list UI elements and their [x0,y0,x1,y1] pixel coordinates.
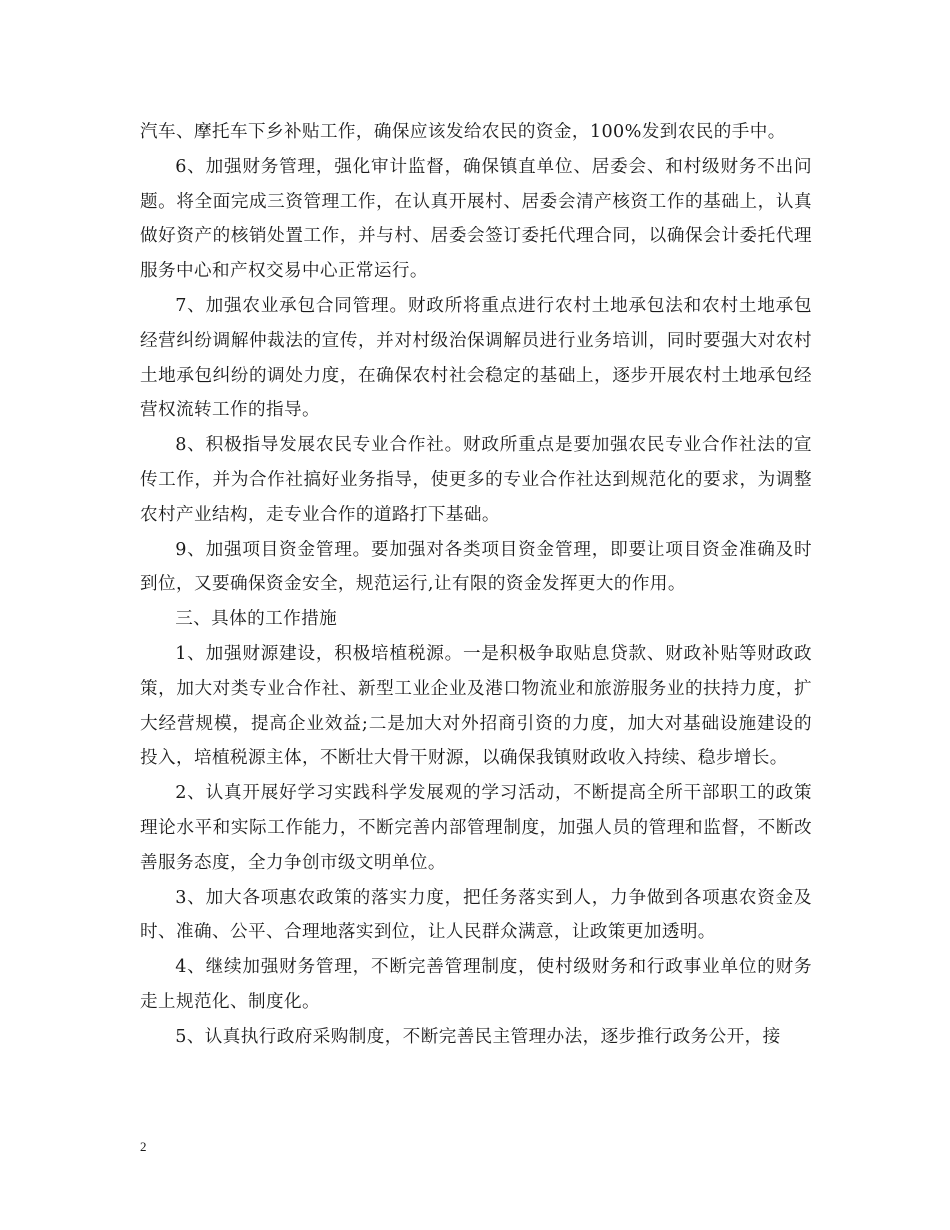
paragraph: 5、认真执行政府采购制度，不断完善民主管理办法，逐步推行政务公开，接 [175,1026,781,1047]
paragraph: 8、积极指导发展农民专业合作社。财政所重点是要加强农民专业合作社法的宣传工作，并为合作社搞好业务指导，使更多的专业合作社达到规范化的要求，为调整农村产业结构，走专业合作的道路打下基础。 [140,435,812,525]
paragraph: 9、加强项目资金管理。要加强对各类项目资金管理，即要让项目资金准确及时到位，又要确保资金安全，规范运行,让有限的资金发挥更大的作用。 [140,539,812,595]
paragraph: 7、加强农业承包合同管理。财政所将重点进行农村土地承包法和农村土地承包经营纠纷调解仲裁法的宣传，并对村级治保调解员进行业务培训，同时要强大对农村土地承包纠纷的调处力度，在确保农村社会稳定的基础上，逐步开展农村土地承包经营权流转工作的指导。 [140,295,812,421]
paragraph: 3、加大各项惠农政策的落实力度，把任务落实到人，力争做到各项惠农资金及时、准确、公平、合理地落实到位，让人民群众满意，让政策更加透明。 [140,887,812,943]
section-heading: 三、具体的工作措施 [175,609,338,630]
paragraph: 6、加强财务管理，强化审计监督，确保镇直单位、居委会、和村级财务不出问题。将全面完成三资管理工作，在认真开展村、居委会清产核资工作的基础上，认真做好资产的核销处置工作，并与村、居委会签订委托代理合同，以确保会计委托代理服务中心和产权交易中心正常运行。 [140,156,812,282]
paragraph: 2、认真开展好学习实践科学发展观的学习活动，不断提高全所干部职工的政策理论水平和实际工作能力，不断完善内部管理制度，加强人员的管理和监督，不断改善服务态度，全力争创市级文明单位。 [140,783,812,873]
paragraph: 4、继续加强财务管理，不断完善管理制度，使村级财务和行政事业单位的财务走上规范化、制度化。 [140,957,812,1012]
document-body [140,115,812,1055]
page-number: 2 [140,1139,147,1154]
paragraph: 1、加强财源建设，积极培植税源。一是积极争取贴息贷款、财政补贴等财政政策，加大对类专业合作社、新型工业企业及港口物流业和旅游服务业的扶持力度，扩大经营规模，提高企业效益;二是加大对外招商引资的力度，加大对基础设施建设的投入，培植税源主体，不断壮大骨干财源，以确保我镇财政收入持续、稳步增长。 [140,643,812,769]
paragraph: 汽车、摩托车下乡补贴工作，确保应该发给农民的资金，100%发到农民的手中。 [140,122,786,142]
